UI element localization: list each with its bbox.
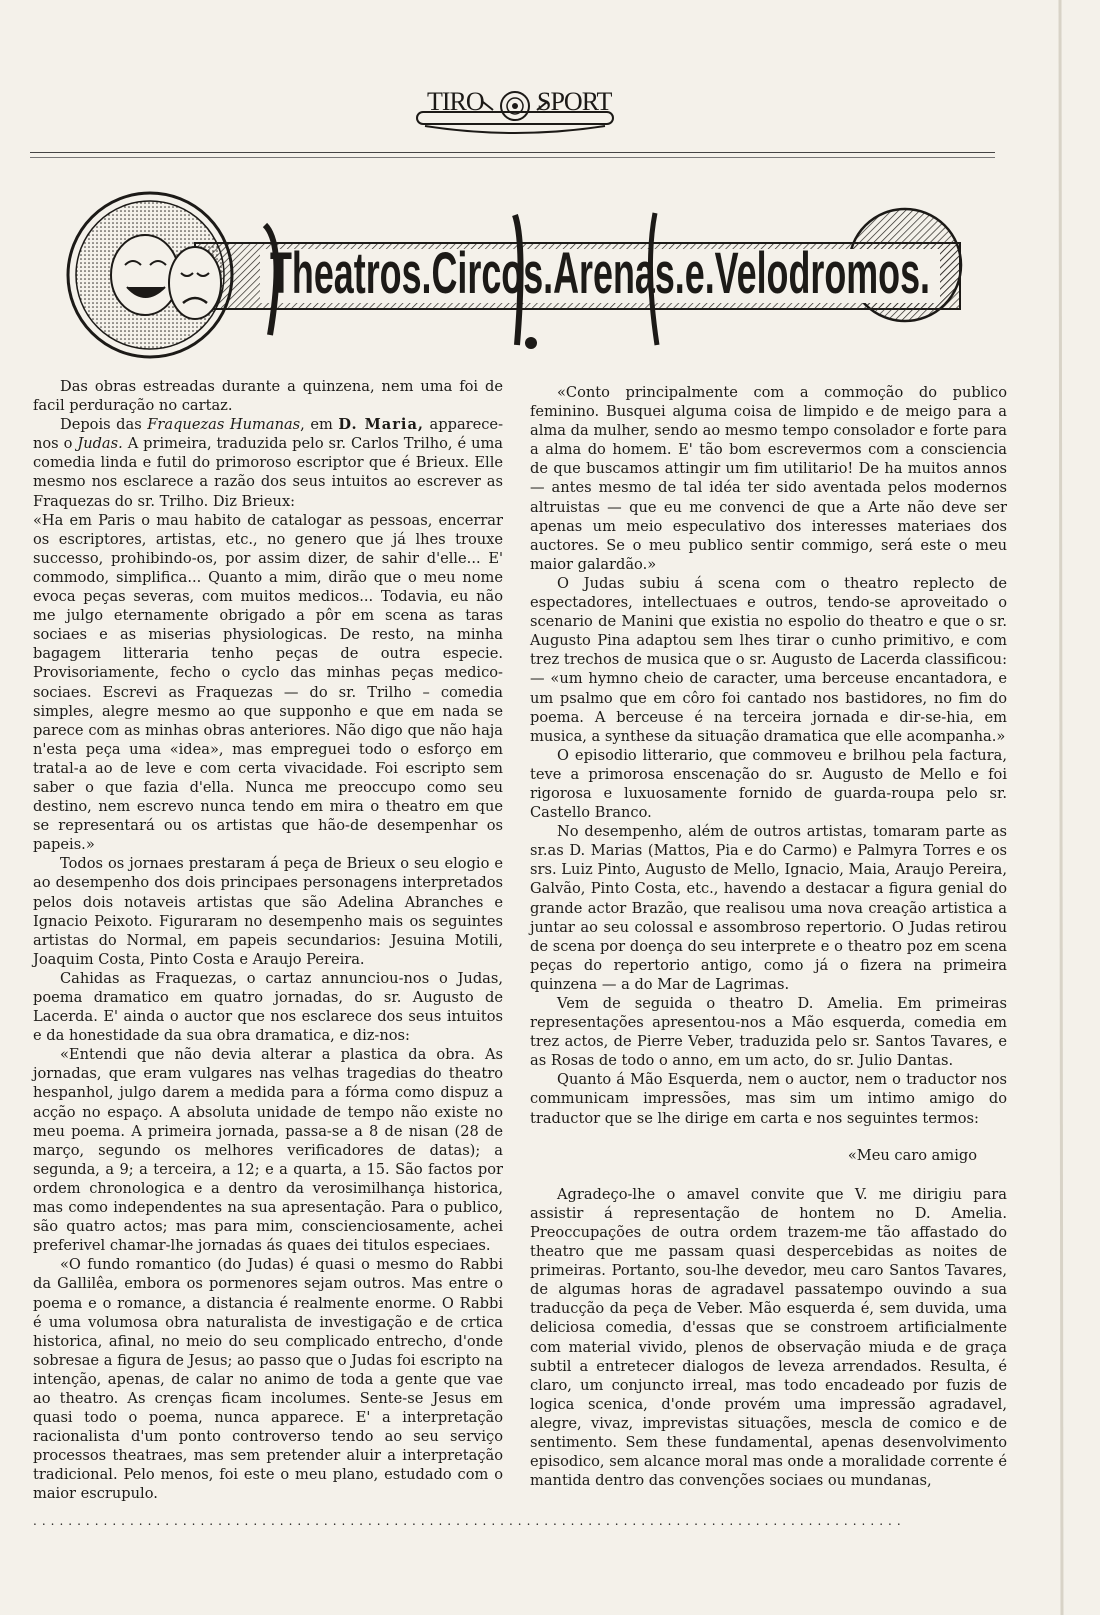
letter-salutation: «Meu caro amigo: [847, 1146, 977, 1164]
paragraph: Das obras estreadas durante a quinzena, nem uma foi de facil perduração no cartaz.: [33, 378, 503, 415]
paragraph: «O fundo romantico (do Judas) é quasi o mesmo do Rabbi da Gallilêa, embora os pormenores sejam outros. Mas entre o poema e o romance, a distancia é realmente enorme. O Rabbi é uma volumosa obra naturalista de investigação e de crtica historica, afinal, no meio do seu complicado entrecho, d'onde sobresae a figura de Jesus; ao passo que o Judas foi escripto na intenção, apenas, de calar no animo de toda a gente que vae ao theatro. As crenças ficam incolumes. Sente-se Jesus em quasi todo o poema, nunca apparece. E' a interpretação racionalista d'um ponto controverso tendo ao seu serviço processos theatraes, mas sem pretender aluir a interpretação tradicional. Pelo menos, foi este o meu plano, estudado com o maior escrupulo.: [33, 1256, 503, 1503]
svg-text:TIRO: TIRO: [427, 87, 484, 116]
svg-text:Theatros.Circos.Arenas.e.Velod: Theatros.Circos.Arenas.e.Velodromos.: [270, 241, 930, 306]
separator-dots: ...................................................................................................: [33, 1513, 906, 1528]
paragraph: Todos os jornaes prestaram á peça de Brieux o seu elogio e ao desempenho dos dois principaes personagens interpretados pelos dois notaveis artistas que são Adelina Abranches e Ignacio Peixoto. Figuraram no desempenho mais os seguintes artistas do Normal, em papeis secundarios: Jesuina Motili, Joaquim Costa, Pinto Costa e Araujo Pereira.: [33, 855, 503, 968]
right-column: [530, 383, 1007, 1490]
paragraph: O Judas subiu á scena com o theatro replecto de espectadores, intellectuaes e outros, tendo-se aproveitado o scenario de Manini que existia no espolio do theatro e que o sr. Augusto Pina adaptou sem lhes tirar o cunho primitivo, e com trez trechos de musica que o sr. Augusto de Lacerda classificou: — «um hymno cheio de caracter, uma berceuse encantadora, e um psalmo que em côro foi cantado nos bastidores, no fim do poema. A berceuse é na terceira jornada e dir-se-hia, em musica, a synthese da situação dramatica que elle acompanha.»: [530, 574, 1007, 745]
paragraph: O episodio litterario, que commoveu e brilhou pela factura, teve a primorosa enscenação do sr. Augusto de Mello e foi rigorosa e luxuosamente fornido de guarda-roupa pelo sr. Castello Branco.: [530, 746, 1007, 822]
masthead-logo: [415, 82, 615, 142]
paragraph: «Entendi que não devia alterar a plastica da obra. As jornadas, que eram vulgares nas velhas tragedias do theatro hespanhol, julgo darem a medida para a fórma como dispuz a acção no espaço. A absoluta unidade de tempo não existe no meu poema. A primeira jornada, passa-se a 8 de nisan (28 de março, segundo os melhores verificadores de datas); a segunda, a 9; a terceira, a 12; e a quarta, a 15. São factos por ordem chronologica e a dentro da verosimilhança historica, mas como independentes na sua apresentação. Para o publico, são quatro actos; mas para mim, conscienciosamente, achei preferivel chamar-lhe jornadas ás quaes dei titulos especiaes.: [33, 1046, 503, 1255]
paragraph: No desempenho, além de outros artistas, tomaram parte as sr.as D. Marias (Mattos, Pia e do Carmo) e Palmyra Torres e os srs. Luiz Pinto, Augusto de Mello, Ignacio, Maia, Araujo Pereira, Galvão, Pinto Costa, etc., havendo a destacar a figura genial do grande actor Brazão, que realisou uma nova creação artistica a juntar ao seu colossal e assombroso repertorio. O Judas retirou de scena por doença do seu interprete e o theatro poz em scena peças do repertorio antigo, como já o fizera na primeira quinzena — a do Mar de Lagrimas.: [530, 823, 1007, 993]
svg-text:SPORT: SPORT: [537, 87, 612, 116]
header-rule-thin: [30, 157, 995, 158]
paragraph: Vem de seguida o theatro D. Amelia. Em primeiras representações apresentou-nos a Mão esquerda, comedia em trez actos, de Pierre Veber, traduzida pelo sr. Santos Tavares, e as Rosas de todo o anno, em um acto, do sr. Julio Dantas.: [530, 995, 1007, 1070]
paragraph: Agradeço-lhe o amavel convite que V. me dirigiu para assistir á representação de hontem no D. Amelia. Preoccupações de outra ordem trazem-me tão affastado do theatro que me passam quasi despercebidas as noites de primeiras. Portanto, sou-lhe devedor, meu caro Santos Tavares, de algumas horas de agradavel passatempo ouvindo a sua traducção da peça de Veber. Mão esquerda é, sem duvida, uma deliciosa comedia, d'essas que se constroem artificialmente com material vivido, plenos de observação miuda e de graça subtil a entretecer dialogos de leveza arrendados. Resulta, é claro, um conjuncto irreal, mas todo encadeado por fuzis de logica scenica, d'onde provém uma impressão agradavel, alegre, vivaz, imprevistas situações, mescla de comico e de sentimento. Sem these fundamental, apenas desenvolvimento episodico, sem alcance moral mas onde a moralidade corrente é mantida dentro das convenções sociaes ou mundanas,: [530, 1185, 1007, 1490]
header-rule: [30, 152, 995, 153]
paragraph: «Conto principalmente com a commoção do publico feminino. Busquei alguma coisa de limpido e de meigo para a alma da mulher, sendo ao mesmo tempo consolador e forte para a alma do homem. E' tão bom escrevermos com a consciencia de que buscamos attingir um fim utilitario! De ha muitos annos — antes mesmo de tal idéa ter sido aventada pelos modernos altruistas — que eu me convenci de que a Arte não deve ser apenas um meio especulativo dos interesses materiaes dos auctores. Se o meu publico sentir commigo, será este o meu maior galardão.»: [530, 384, 1007, 573]
paragraph: Depois das Fraquezas Humanas, em D. Maria, apparece-nos o Judas. A primeira, traduzida pelo sr. Carlos Trilho, é uma comedia linda e futil do primoroso escriptor que é Brieux. Elle mesmo nos esclarece a razão dos seus intuitos ao escrever as Fraquezas do sr. Trilho. Diz Brieux:: [33, 416, 504, 510]
paragraph: Cahidas as Fraquezas, o cartaz annunciou-nos o Judas, poema dramatico em quatro jornadas, do sr. Augusto de Lacerda. E' ainda o auctor que nos esclarece dos seus intuitos e da honestidade da sua obra dramatica, e diz-nos:: [33, 969, 503, 1045]
section-banner: [55, 205, 970, 350]
paragraph: «Ha em Paris o mau habito de catalogar as pessoas, encerrar os escriptores, artistas, etc., no genero que já lhes trouxe successo, prohibindo-os, por assim dizer, de sahir d'elle... E' commodo, simplifica... Quanto a mim, dirão que o meu nome evoca peças severas, com muitos medicos... Todavia, eu não me julgo eternamente obrigado a pôr em scena as taras sociaes e as miserias physiologicas. De resto, na minha bagagem litteraria tenho peças de outra especie. Provisoriamente, fecho o cyclo das minhas peças medico-sociaes. Escrevi as Fraquezas — do sr. Trilho – comedia simples, alegre mesmo ao que supponho e que em nada se parece com as minhas obras anteriores. Não digo que não haja n'esta peça uma «idea», mas empreguei todo o esforço em tratal-a ao de leve e com certa vivacidade. Foi escripto sem saber o que fazia d'ella. Nunca me preoccupo como seu destino, nem escrevo nunca tendo em mira o theatro em que se representará ou os artistas que hão-de desempenhar os papeis.»: [33, 511, 503, 854]
paragraph: Quanto á Mão Esquerda, nem o auctor, nem o traductor nos communicam impressões, mas sim um intimo amigo do traductor que se lhe dirige em carta e nos seguintes termos:: [530, 1071, 1007, 1127]
